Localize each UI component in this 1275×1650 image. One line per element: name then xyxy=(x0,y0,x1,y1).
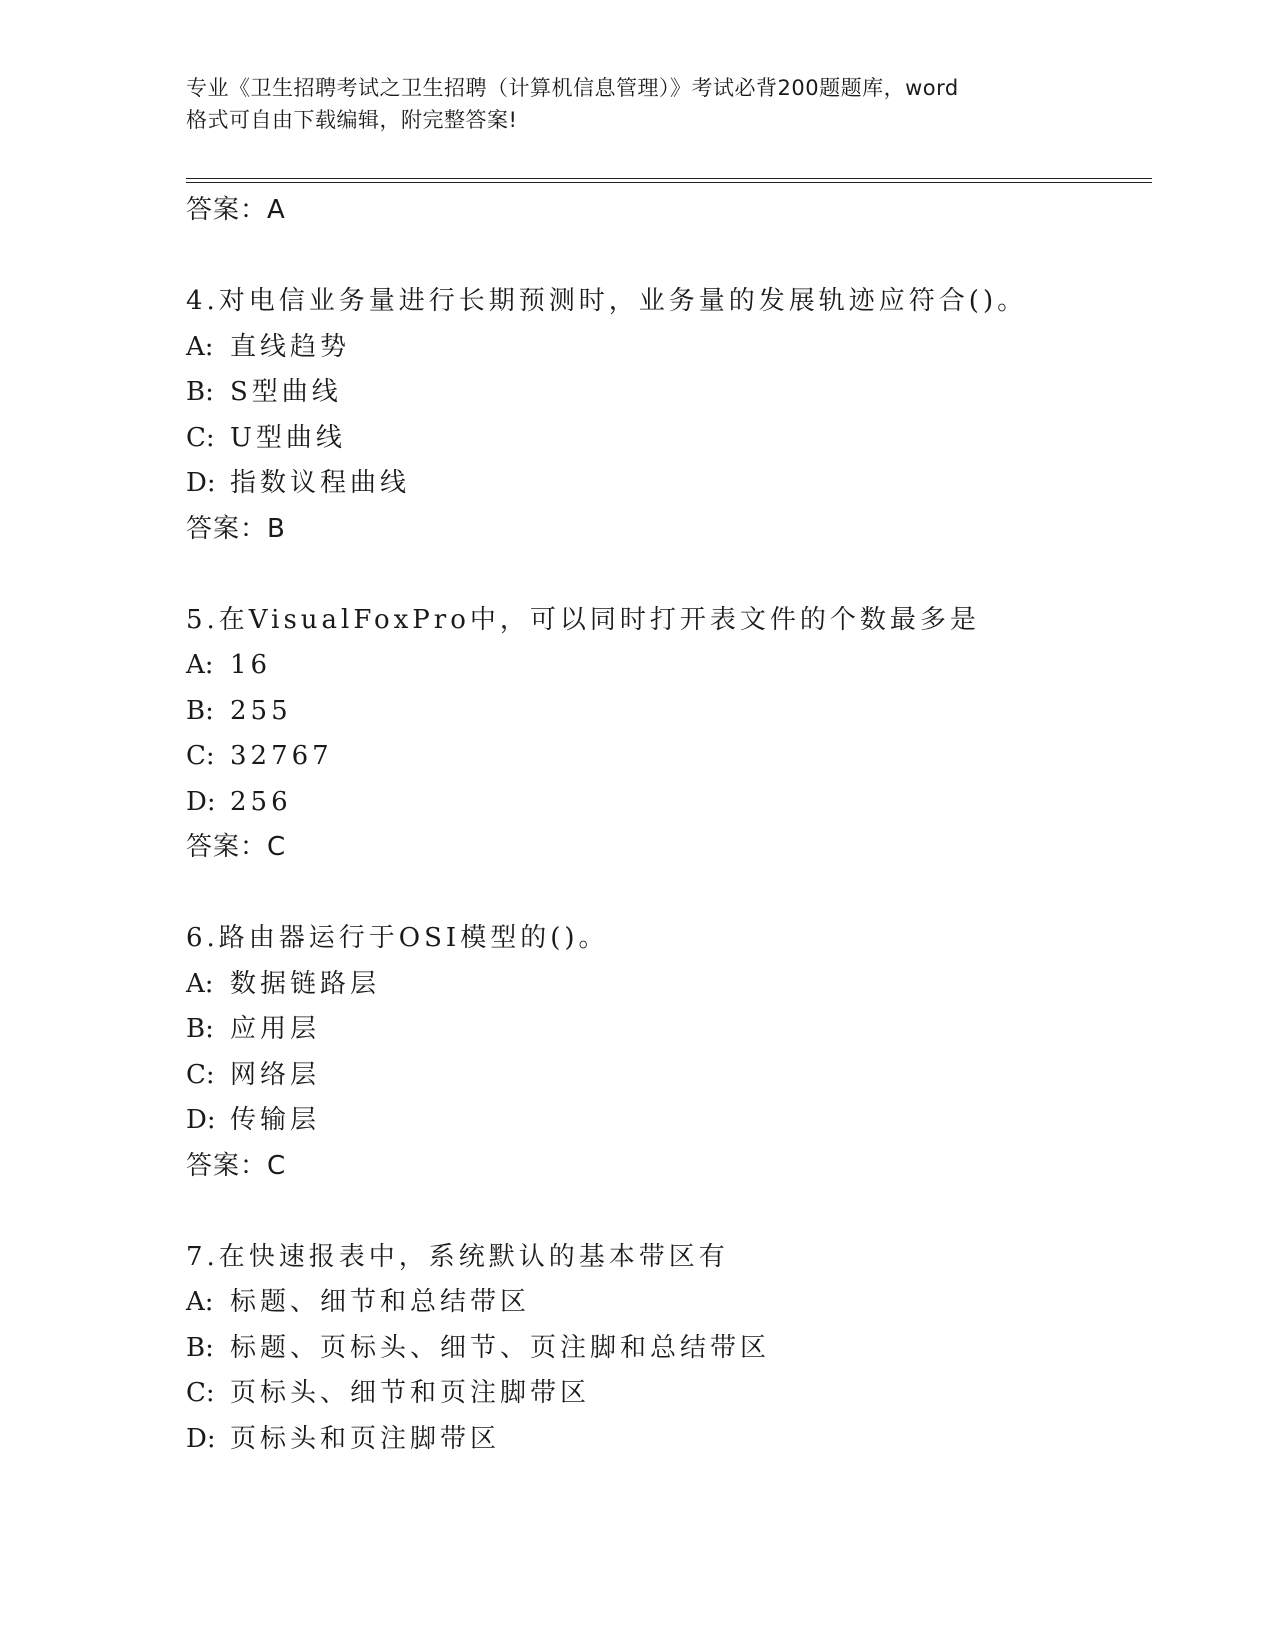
option-b xyxy=(186,1007,1152,1053)
option-text: 传输层 xyxy=(230,1105,321,1135)
answer-line: 答案：C xyxy=(186,1150,287,1181)
option-b xyxy=(186,689,1152,735)
option-text: 页标头和页注脚带区 xyxy=(230,1423,501,1454)
option-text: S型曲线 xyxy=(230,377,342,407)
option-key: A: xyxy=(186,968,214,999)
option-key: D: xyxy=(186,1105,216,1135)
option-text: 应用层 xyxy=(230,1014,321,1044)
header-divider xyxy=(186,178,1152,183)
option-a xyxy=(186,643,1152,689)
option-key: C: xyxy=(186,741,215,771)
question-4 xyxy=(186,279,1152,552)
option-a xyxy=(186,1280,1152,1326)
question-6 xyxy=(186,916,1152,1189)
option-text: U型曲线 xyxy=(230,422,346,453)
option-text: 页标头、细节和页注脚带区 xyxy=(230,1378,591,1408)
option-text: 256 xyxy=(230,786,292,817)
option-key: C: xyxy=(186,1059,215,1090)
option-a xyxy=(186,962,1152,1008)
option-text: 255 xyxy=(230,695,292,726)
option-key: C: xyxy=(186,422,215,453)
option-text: 数据链路层 xyxy=(230,968,381,999)
option-c xyxy=(186,734,1152,780)
option-d xyxy=(186,1098,1152,1144)
option-d xyxy=(186,461,1152,507)
option-key: B: xyxy=(186,695,214,726)
question-stem: 7.在快速报表中，系统默认的基本带区有 xyxy=(186,1241,729,1272)
option-key: D: xyxy=(186,1423,216,1454)
option-a xyxy=(186,325,1152,371)
header-line-1: 专业《卫生招聘考试之卫生招聘（计算机信息管理）》考试必背200题题库，word xyxy=(186,76,959,100)
option-key: D: xyxy=(186,786,216,817)
option-key: C: xyxy=(186,1378,215,1408)
option-c xyxy=(186,1371,1152,1417)
option-b xyxy=(186,1326,1152,1372)
option-key: A: xyxy=(186,650,214,680)
option-key: B: xyxy=(186,1014,214,1044)
option-key: D: xyxy=(186,468,216,498)
option-text: 网络层 xyxy=(230,1059,321,1090)
option-text: 16 xyxy=(230,650,272,680)
option-key: A: xyxy=(186,1287,214,1317)
question-stem: 6.路由器运行于OSI模型的()。 xyxy=(186,923,609,953)
question-7 xyxy=(186,1235,1152,1463)
option-key: A: xyxy=(186,331,214,362)
question-5 xyxy=(186,598,1152,871)
option-d xyxy=(186,1417,1152,1463)
option-text: 32767 xyxy=(230,741,333,771)
question-stem: 5.在VisualFoxPro中，可以同时打开表文件的个数最多是 xyxy=(186,604,980,635)
header-line-2: 格式可自由下载编辑，附完整答案! xyxy=(186,108,518,132)
option-key: B: xyxy=(186,377,214,407)
option-c xyxy=(186,416,1152,462)
option-text: 直线趋势 xyxy=(230,331,351,362)
option-b xyxy=(186,370,1152,416)
option-key: B: xyxy=(186,1332,214,1363)
document-header xyxy=(186,72,1086,136)
option-text: 标题、细节和总结带区 xyxy=(230,1287,531,1317)
answer-line: 答案：B xyxy=(186,513,286,544)
answer-line: 答案：C xyxy=(186,832,287,862)
option-c xyxy=(186,1053,1152,1099)
option-d xyxy=(186,780,1152,826)
answer-line: 答案：A xyxy=(186,195,286,225)
question-list xyxy=(186,188,1152,1462)
question-stem: 4.对电信业务量进行长期预测时，业务量的发展轨迹应符合()。 xyxy=(186,286,1028,316)
option-text: 指数议程曲线 xyxy=(230,468,411,498)
option-text: 标题、页标头、细节、页注脚和总结带区 xyxy=(230,1332,771,1363)
